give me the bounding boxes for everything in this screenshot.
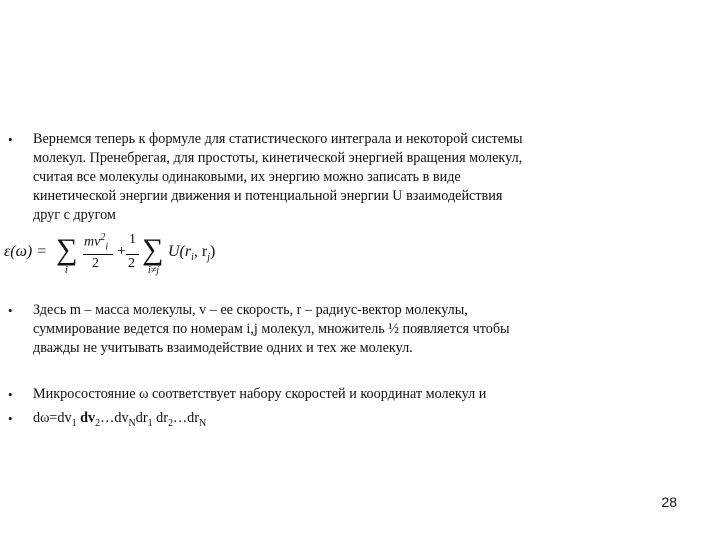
bullet-marker: • bbox=[8, 303, 13, 318]
paragraph-text bbox=[33, 385, 603, 404]
text-line: дважды не учитывать взаимодействие одних и тех же молекул. bbox=[33, 340, 413, 356]
differential-expression: $d\omega=dv_1$ $dv_2\dots dv_Ndr_1$ $dr_2\dots dr_N$ bbox=[33, 410, 207, 429]
text-line: кинетической энергии движения и потенциальной энергии U взаимодействия bbox=[33, 188, 503, 204]
fraction-bar bbox=[126, 254, 139, 255]
bullet-marker: • bbox=[8, 411, 13, 426]
sum-symbol: ∑ bbox=[142, 233, 164, 266]
bullet-marker: • bbox=[8, 132, 13, 147]
sum1-index: i bbox=[65, 265, 68, 276]
paragraph-text bbox=[33, 130, 603, 225]
sum-symbol: ∑ bbox=[56, 233, 78, 266]
paragraph-text bbox=[33, 409, 603, 433]
frac2-numerator: 1 bbox=[129, 232, 136, 247]
text-line: считая все молекулы одинаковыми, их энергию можно записать в виде bbox=[33, 169, 461, 185]
frac2-denominator: 2 bbox=[128, 256, 135, 271]
energy-formula bbox=[4, 230, 244, 280]
sum2-index: i≠j bbox=[148, 265, 160, 276]
fraction-bar bbox=[83, 254, 113, 255]
text-line: Вернемся теперь к формуле для статистического интеграла и некоторой системы bbox=[33, 131, 523, 147]
potential-term: $U(r_i$, $r_j$) bbox=[168, 243, 216, 264]
frac1-numerator: $mv^2_i$ bbox=[84, 232, 109, 253]
page-number: 28 bbox=[661, 494, 677, 510]
text-line: Микросостояние ω соответствует набору скоростей и координат молекул и bbox=[33, 386, 487, 402]
text-line: молекул. Пренебрегая, для простоты, кинетической энергией вращения молекул, bbox=[33, 150, 523, 166]
formula-lhs: ε(ω) = bbox=[4, 243, 48, 260]
plus-sign: + bbox=[117, 243, 127, 260]
text-line: Здесь m – масса молекулы, v – ее скорость, r – радиус-вектор молекулы, bbox=[33, 302, 468, 318]
text-line: друг с другом bbox=[33, 207, 116, 223]
paragraph-text bbox=[33, 301, 603, 358]
frac1-denominator: 2 bbox=[92, 256, 99, 271]
text-line: суммирование ведется по номерам i,j молекул, множитель ½ появляется чтобы bbox=[33, 321, 510, 337]
bullet-marker: • bbox=[8, 387, 13, 402]
